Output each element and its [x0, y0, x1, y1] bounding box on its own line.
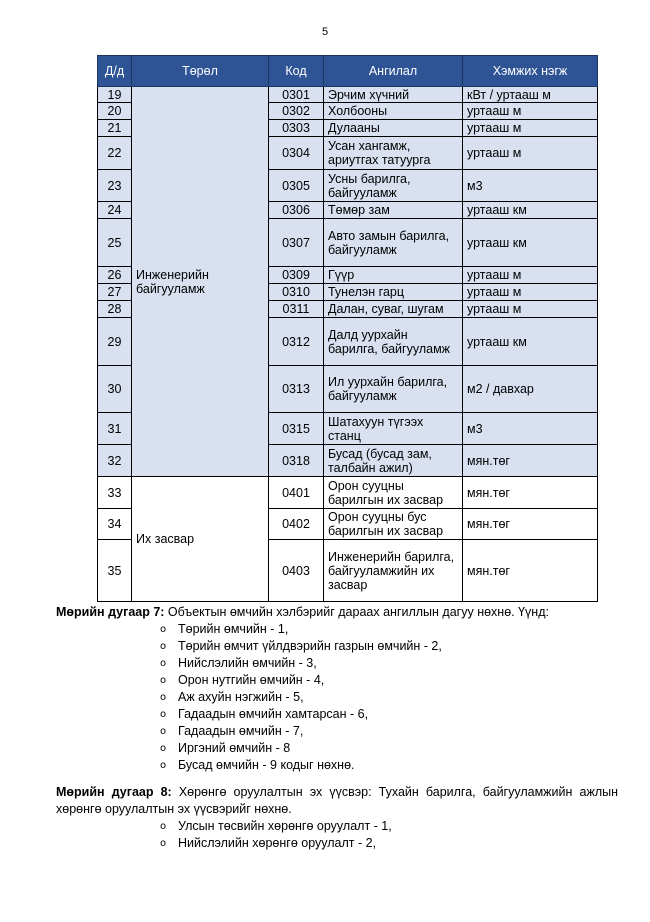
type-engineering: Инженерийн байгууламж — [132, 87, 269, 477]
list-item — [56, 706, 618, 723]
row-category: Усны барилга, байгууламж — [324, 170, 463, 202]
row8-section — [56, 784, 618, 852]
row-unit: уртааш м — [463, 137, 598, 170]
row-category: Шатахуун түгээх станц — [324, 413, 463, 445]
ownership-item: Нийслэлийн өмчийн - 3, — [178, 656, 317, 670]
row8-label: Мөрийн дугаар 8: — [56, 785, 172, 799]
list-item — [56, 835, 618, 852]
list-item — [56, 740, 618, 757]
row-code: 0403 — [269, 540, 324, 602]
funding-item: Улсын төсвийн хөрөнгө оруулалт - 1, — [178, 819, 392, 833]
row-number: 27 — [98, 284, 132, 301]
table-header-row — [98, 56, 598, 87]
bullet-icon: o — [160, 624, 167, 635]
row-number: 30 — [98, 366, 132, 413]
row-category: Гүүр — [324, 267, 463, 284]
ownership-item: Гадаадын өмчийн хамтарсан - 6, — [178, 707, 369, 721]
row-category: Орон сууцны бус барилгын их засвар — [324, 509, 463, 540]
row-code: 0306 — [269, 202, 324, 219]
list-item — [56, 621, 618, 638]
row-code: 0307 — [269, 219, 324, 267]
table-row — [98, 87, 598, 103]
row-number: 25 — [98, 219, 132, 267]
list-item — [56, 638, 618, 655]
header-type: Төрөл — [132, 56, 269, 87]
row-code: 0305 — [269, 170, 324, 202]
bullet-icon: o — [160, 821, 167, 832]
header-code: Код — [269, 56, 324, 87]
ownership-list — [56, 621, 618, 774]
row-number: 19 — [98, 87, 132, 103]
list-item — [56, 672, 618, 689]
funding-list — [56, 818, 618, 852]
row-category: Холбооны — [324, 103, 463, 120]
row-category: Орон сууцны барилгын их засвар — [324, 477, 463, 509]
row-category: Тунелэн гарц — [324, 284, 463, 301]
row-code: 0302 — [269, 103, 324, 120]
list-item — [56, 818, 618, 835]
row8-paragraph — [56, 784, 618, 818]
row-category: Ил уурхайн барилга, байгууламж — [324, 366, 463, 413]
row7-paragraph — [56, 604, 618, 621]
row-code: 0315 — [269, 413, 324, 445]
row7-label: Мөрийн дугаар 7: — [56, 605, 165, 619]
list-item — [56, 689, 618, 706]
page-number: 5 — [321, 26, 329, 38]
bullet-icon: o — [160, 838, 167, 849]
row-category: Төмөр зам — [324, 202, 463, 219]
row-unit: уртааш км — [463, 202, 598, 219]
row-unit: мян.төг — [463, 540, 598, 602]
type-major-repair: Их засвар — [132, 477, 269, 602]
row-unit: мян.төг — [463, 509, 598, 540]
row7-text: Объектын өмчийн хэлбэрийг дараах ангиллын дагуу нөхнө. Үүнд: — [164, 605, 549, 619]
header-category: Ангилал — [324, 56, 463, 87]
row-category: Бусад (бусад зам, талбайн ажил) — [324, 445, 463, 477]
bullet-icon: o — [160, 641, 167, 652]
row-category: Инженерийн барилга, байгууламжийн их засвар — [324, 540, 463, 602]
row-unit: уртааш м — [463, 120, 598, 137]
row-number: 21 — [98, 120, 132, 137]
ownership-item: Орон нутгийн өмчийн - 4, — [178, 673, 325, 687]
row-number: 20 — [98, 103, 132, 120]
row-number: 24 — [98, 202, 132, 219]
row-unit: уртааш м — [463, 284, 598, 301]
list-item — [56, 757, 618, 774]
row-number: 23 — [98, 170, 132, 202]
header-dd: Д/д — [98, 56, 132, 87]
row-category: Авто замын барилга, байгууламж — [324, 219, 463, 267]
row-unit: м2 / давхар — [463, 366, 598, 413]
bullet-icon: o — [160, 692, 167, 703]
row-category: Дулааны — [324, 120, 463, 137]
row-number: 22 — [98, 137, 132, 170]
row-number: 34 — [98, 509, 132, 540]
ownership-item: Төрийн өмчийн - 1, — [178, 622, 289, 636]
row8-text: Хөрөнгө оруулалтын эх үүсвэр: Тухайн барилга, байгууламжийн ажлын хөрөнгө оруулалтын эх үүсвэрийг нөхнө. — [56, 785, 619, 816]
row-category: Далан, суваг, шугам — [324, 301, 463, 318]
bullet-icon: o — [160, 658, 167, 669]
row-unit: мян.төг — [463, 477, 598, 509]
table-row — [98, 477, 598, 509]
row-unit: мян.төг — [463, 445, 598, 477]
ownership-item: Төрийн өмчит үйлдвэрийн газрын өмчийн - 2, — [178, 639, 442, 653]
row-code: 0311 — [269, 301, 324, 318]
row-unit: м3 — [463, 170, 598, 202]
row-number: 29 — [98, 318, 132, 366]
bullet-icon: o — [160, 760, 167, 771]
row-code: 0304 — [269, 137, 324, 170]
row-unit: кВт / уртааш м — [463, 87, 598, 103]
row-code: 0309 — [269, 267, 324, 284]
row-number: 32 — [98, 445, 132, 477]
row-unit: уртааш м — [463, 301, 598, 318]
funding-item: Нийслэлийн хөрөнгө оруулалт - 2, — [178, 836, 377, 850]
ownership-item: Иргэний өмчийн - 8 — [178, 741, 291, 755]
row-unit: уртааш м — [463, 267, 598, 284]
bullet-icon: o — [160, 726, 167, 737]
row7-section — [56, 604, 618, 774]
row-code: 0401 — [269, 477, 324, 509]
row-code: 0313 — [269, 366, 324, 413]
row-unit: уртааш км — [463, 318, 598, 366]
row-code: 0310 — [269, 284, 324, 301]
row-category: Далд уурхайн барилга, байгууламж — [324, 318, 463, 366]
row-code: 0301 — [269, 87, 324, 103]
row-number: 28 — [98, 301, 132, 318]
row-unit: уртааш км — [463, 219, 598, 267]
construction-code-table — [97, 55, 598, 602]
row-unit: м3 — [463, 413, 598, 445]
row-code: 0312 — [269, 318, 324, 366]
row-code: 0318 — [269, 445, 324, 477]
ownership-item: Аж ахуйн нэгжийн - 5, — [178, 690, 304, 704]
row-number: 26 — [98, 267, 132, 284]
list-item — [56, 723, 618, 740]
row-category: Усан хангамж, ариутгах татуурга — [324, 137, 463, 170]
row-code: 0303 — [269, 120, 324, 137]
row-category: Эрчим хүчний — [324, 87, 463, 103]
row-number: 33 — [98, 477, 132, 509]
ownership-item: Бусад өмчийн - 9 кодыг нөхнө. — [178, 758, 355, 772]
row-code: 0402 — [269, 509, 324, 540]
bullet-icon: o — [160, 675, 167, 686]
row-number: 35 — [98, 540, 132, 602]
row-number: 31 — [98, 413, 132, 445]
bullet-icon: o — [160, 743, 167, 754]
header-unit: Хэмжих нэгж — [463, 56, 598, 87]
list-item — [56, 655, 618, 672]
bullet-icon: o — [160, 709, 167, 720]
row-unit: уртааш м — [463, 103, 598, 120]
ownership-item: Гадаадын өмчийн - 7, — [178, 724, 304, 738]
